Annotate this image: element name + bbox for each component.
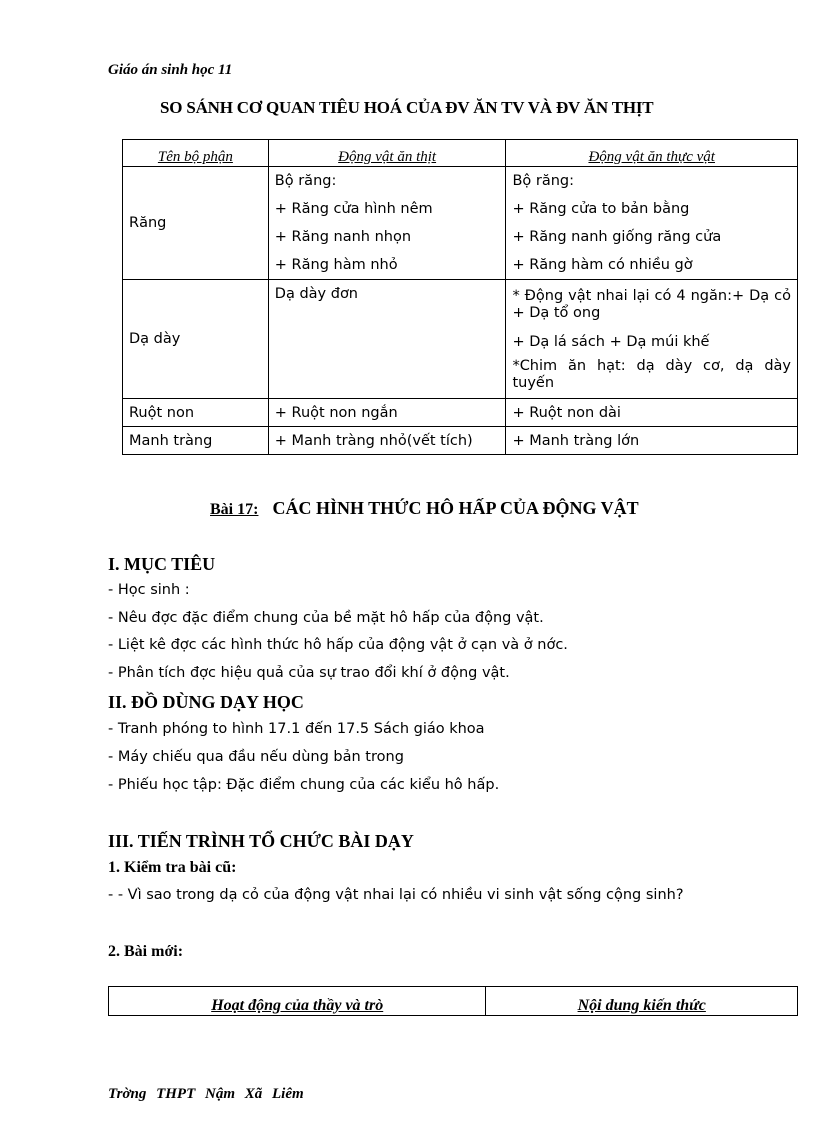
cell-line: *Chim ăn hạt: dạ dày cơ, dạ dày tuyến (512, 358, 791, 391)
cell-line: Bộ răng: (274, 173, 337, 189)
lesson-number: Bài 17: (210, 501, 259, 518)
cell-line: + Răng nanh giống răng cửa (512, 229, 722, 245)
section-heading: III. TIẾN TRÌNH TỔ CHỨC BÀI DẠY (108, 831, 414, 851)
table-row (123, 427, 798, 455)
header-carnivore: Động vật ăn thịt (268, 140, 506, 167)
part-name: Manh tràng (123, 427, 269, 455)
list-item: - Nêu đợc đặc điểm chung của bề mặt hô hấp của động vật. (108, 610, 544, 626)
cell-line: Bộ răng: (512, 173, 574, 189)
header-note: Giáo án sinh học 11 (108, 62, 233, 78)
subsection-heading: 1. Kiểm tra bài cũ: (108, 859, 237, 876)
footer: Trờng THPT Nậm Xã Liêm (108, 1086, 304, 1102)
lesson-title (210, 498, 639, 519)
header-activities: Hoạt động của thầy và trò (109, 987, 486, 1016)
header-part: Tên bộ phận (123, 140, 269, 167)
cell-line: * Động vật nhai lại có 4 ngăn:+ Dạ cỏ + Dạ tổ ong (512, 288, 791, 321)
cell-line: + Răng cửa to bản bằng (512, 201, 690, 217)
subsection-heading: 2. Bài mới: (108, 943, 184, 960)
table-row (123, 399, 798, 427)
carnivore-cell: + Manh tràng nhỏ(vết tích) (268, 427, 506, 455)
activity-table (108, 986, 798, 1016)
list-item: - Tranh phóng to hình 17.1 đến 17.5 Sách giáo khoa (108, 721, 485, 737)
comparison-table (122, 139, 798, 455)
carnivore-cell (268, 167, 506, 280)
section-heading: I. MỤC TIÊU (108, 554, 216, 574)
part-name: Dạ dày (123, 280, 269, 399)
part-name: Răng (123, 167, 269, 280)
part-name: Ruột non (123, 399, 269, 427)
table-header-row (109, 987, 798, 1016)
carnivore-cell: + Ruột non ngắn (268, 399, 506, 427)
section-heading: II. ĐỒ DÙNG DẠY HỌC (108, 692, 304, 712)
cell-line: + Răng hàm có nhiều gờ (512, 257, 693, 273)
header-herbivore: Động vật ăn thực vật (506, 140, 798, 167)
table-row (123, 280, 798, 399)
carnivore-cell (268, 280, 506, 399)
list-item: - - Vì sao trong dạ cỏ của động vật nhai lại có nhiều vi sinh vật sống cộng sinh? (108, 887, 684, 903)
lesson-name: CÁC HÌNH THỨC HÔ HẤP CỦA ĐỘNG VẬT (272, 498, 639, 518)
herbivore-cell (506, 280, 798, 399)
cell-line: + Răng nanh nhọn (274, 229, 412, 245)
herbivore-cell: + Ruột non dài (506, 399, 798, 427)
header-content: Nội dung kiến thức (486, 987, 798, 1016)
herbivore-cell: + Manh tràng lớn (506, 427, 798, 455)
cell-line: + Răng hàm nhỏ (274, 257, 398, 273)
list-item: - Học sinh : (108, 582, 190, 598)
list-item: - Máy chiếu qua đầu nếu dùng bản trong (108, 749, 404, 765)
herbivore-cell (506, 167, 798, 280)
list-item: - Liệt kê đợc các hình thức hô hấp của động vật ở cạn và ở nớc. (108, 637, 568, 653)
table-row (123, 167, 798, 280)
compare-title: SO SÁNH CƠ QUAN TIÊU HOÁ CỦA ĐV ĂN TV VÀ ĐV ĂN THỊT (160, 98, 654, 117)
list-item: - Phân tích đợc hiệu quả của sự trao đổi khí ở động vật. (108, 665, 510, 681)
table-header-row (123, 140, 798, 167)
list-item: - Phiếu học tập: Đặc điểm chung của các kiểu hô hấp. (108, 777, 500, 793)
cell-line: Dạ dày đơn (274, 286, 359, 302)
cell-line: + Dạ lá sách + Dạ múi khế (512, 334, 710, 350)
cell-line: + Răng cửa hình nêm (274, 201, 433, 217)
